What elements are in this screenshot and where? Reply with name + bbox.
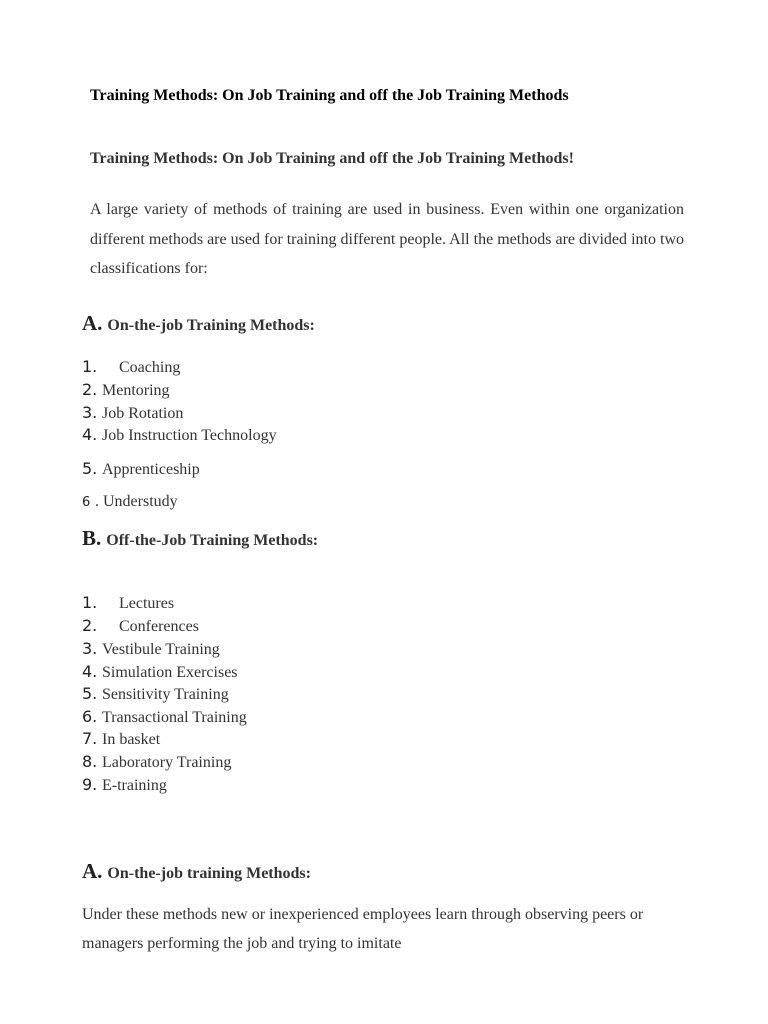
list-item-text: Sensitivity Training [102,686,229,703]
section-heading-off-the-job [82,526,318,551]
closing-paragraph: Under these methods new or inexperienced employees learn through observing peers or managers performing the job and trying to imitate [82,906,644,952]
list-item-text: Laboratory Training [102,754,232,771]
list-number: 2. [82,616,98,635]
list-item [82,493,178,511]
section-letter: B. [82,526,102,550]
intro-paragraph: A large variety of methods of training are used in business. Even within one organization different methods are used for training different people. All the methods are divided into two classifications for: [90,201,684,277]
list-item [82,684,229,704]
list-number: 3. [82,639,98,658]
list-item [82,775,167,795]
list-number: 2. [82,380,98,399]
section-heading-text: Off-the-Job Training Methods: [106,532,319,549]
list-item [82,616,199,636]
section-heading-on-the-job [82,311,315,336]
list-item-text: Job Rotation [102,405,184,422]
list-item-text: . Understudy [95,493,178,510]
list-item-text: Mentoring [102,382,170,399]
list-number: 1. [82,593,98,612]
list-item-text: Transactional Training [102,709,247,726]
list-number: 4. [82,662,98,681]
list-number: 5. [82,684,98,703]
list-number: 8. [82,752,98,771]
list-number: 1. [82,357,98,376]
list-item [82,380,170,400]
section-heading-on-the-job-detail [82,859,311,884]
list-item [82,593,174,613]
document-title: Training Methods: On Job Training and off the Job Training Methods [90,87,569,104]
list-item [82,425,277,445]
list-number: 3. [82,403,98,422]
list-item [82,707,247,727]
section-heading-text: On-the-job training Methods: [107,865,311,882]
section-letter: A. [82,311,103,335]
list-number: 7. [82,729,98,748]
list-item [82,639,220,659]
section-letter: A. [82,859,103,883]
document-subtitle: Training Methods: On Job Training and off the Job Training Methods! [90,150,574,167]
list-item [82,662,238,682]
section-heading-text: On-the-job Training Methods: [107,317,315,334]
list-item [82,459,200,479]
list-item [82,752,231,772]
list-number: 5. [82,459,98,478]
list-item-text: Apprenticeship [102,461,200,478]
list-number: 4. [82,425,98,444]
list-number: 6 [82,495,91,510]
list-item-text: E-training [102,777,167,794]
list-item-text: Job Instruction Technology [102,427,277,444]
list-item-text: Lectures [119,595,175,612]
list-item-text: Coaching [119,359,181,376]
list-item [82,403,183,423]
list-item-text: Vestibule Training [102,641,220,658]
list-item-text: Simulation Exercises [102,664,238,681]
list-item-text: In basket [102,731,161,748]
list-number: 6. [82,707,98,726]
list-item-text: Conferences [119,618,199,635]
list-number: 9. [82,775,98,794]
list-item [82,729,160,749]
list-item [82,357,180,377]
